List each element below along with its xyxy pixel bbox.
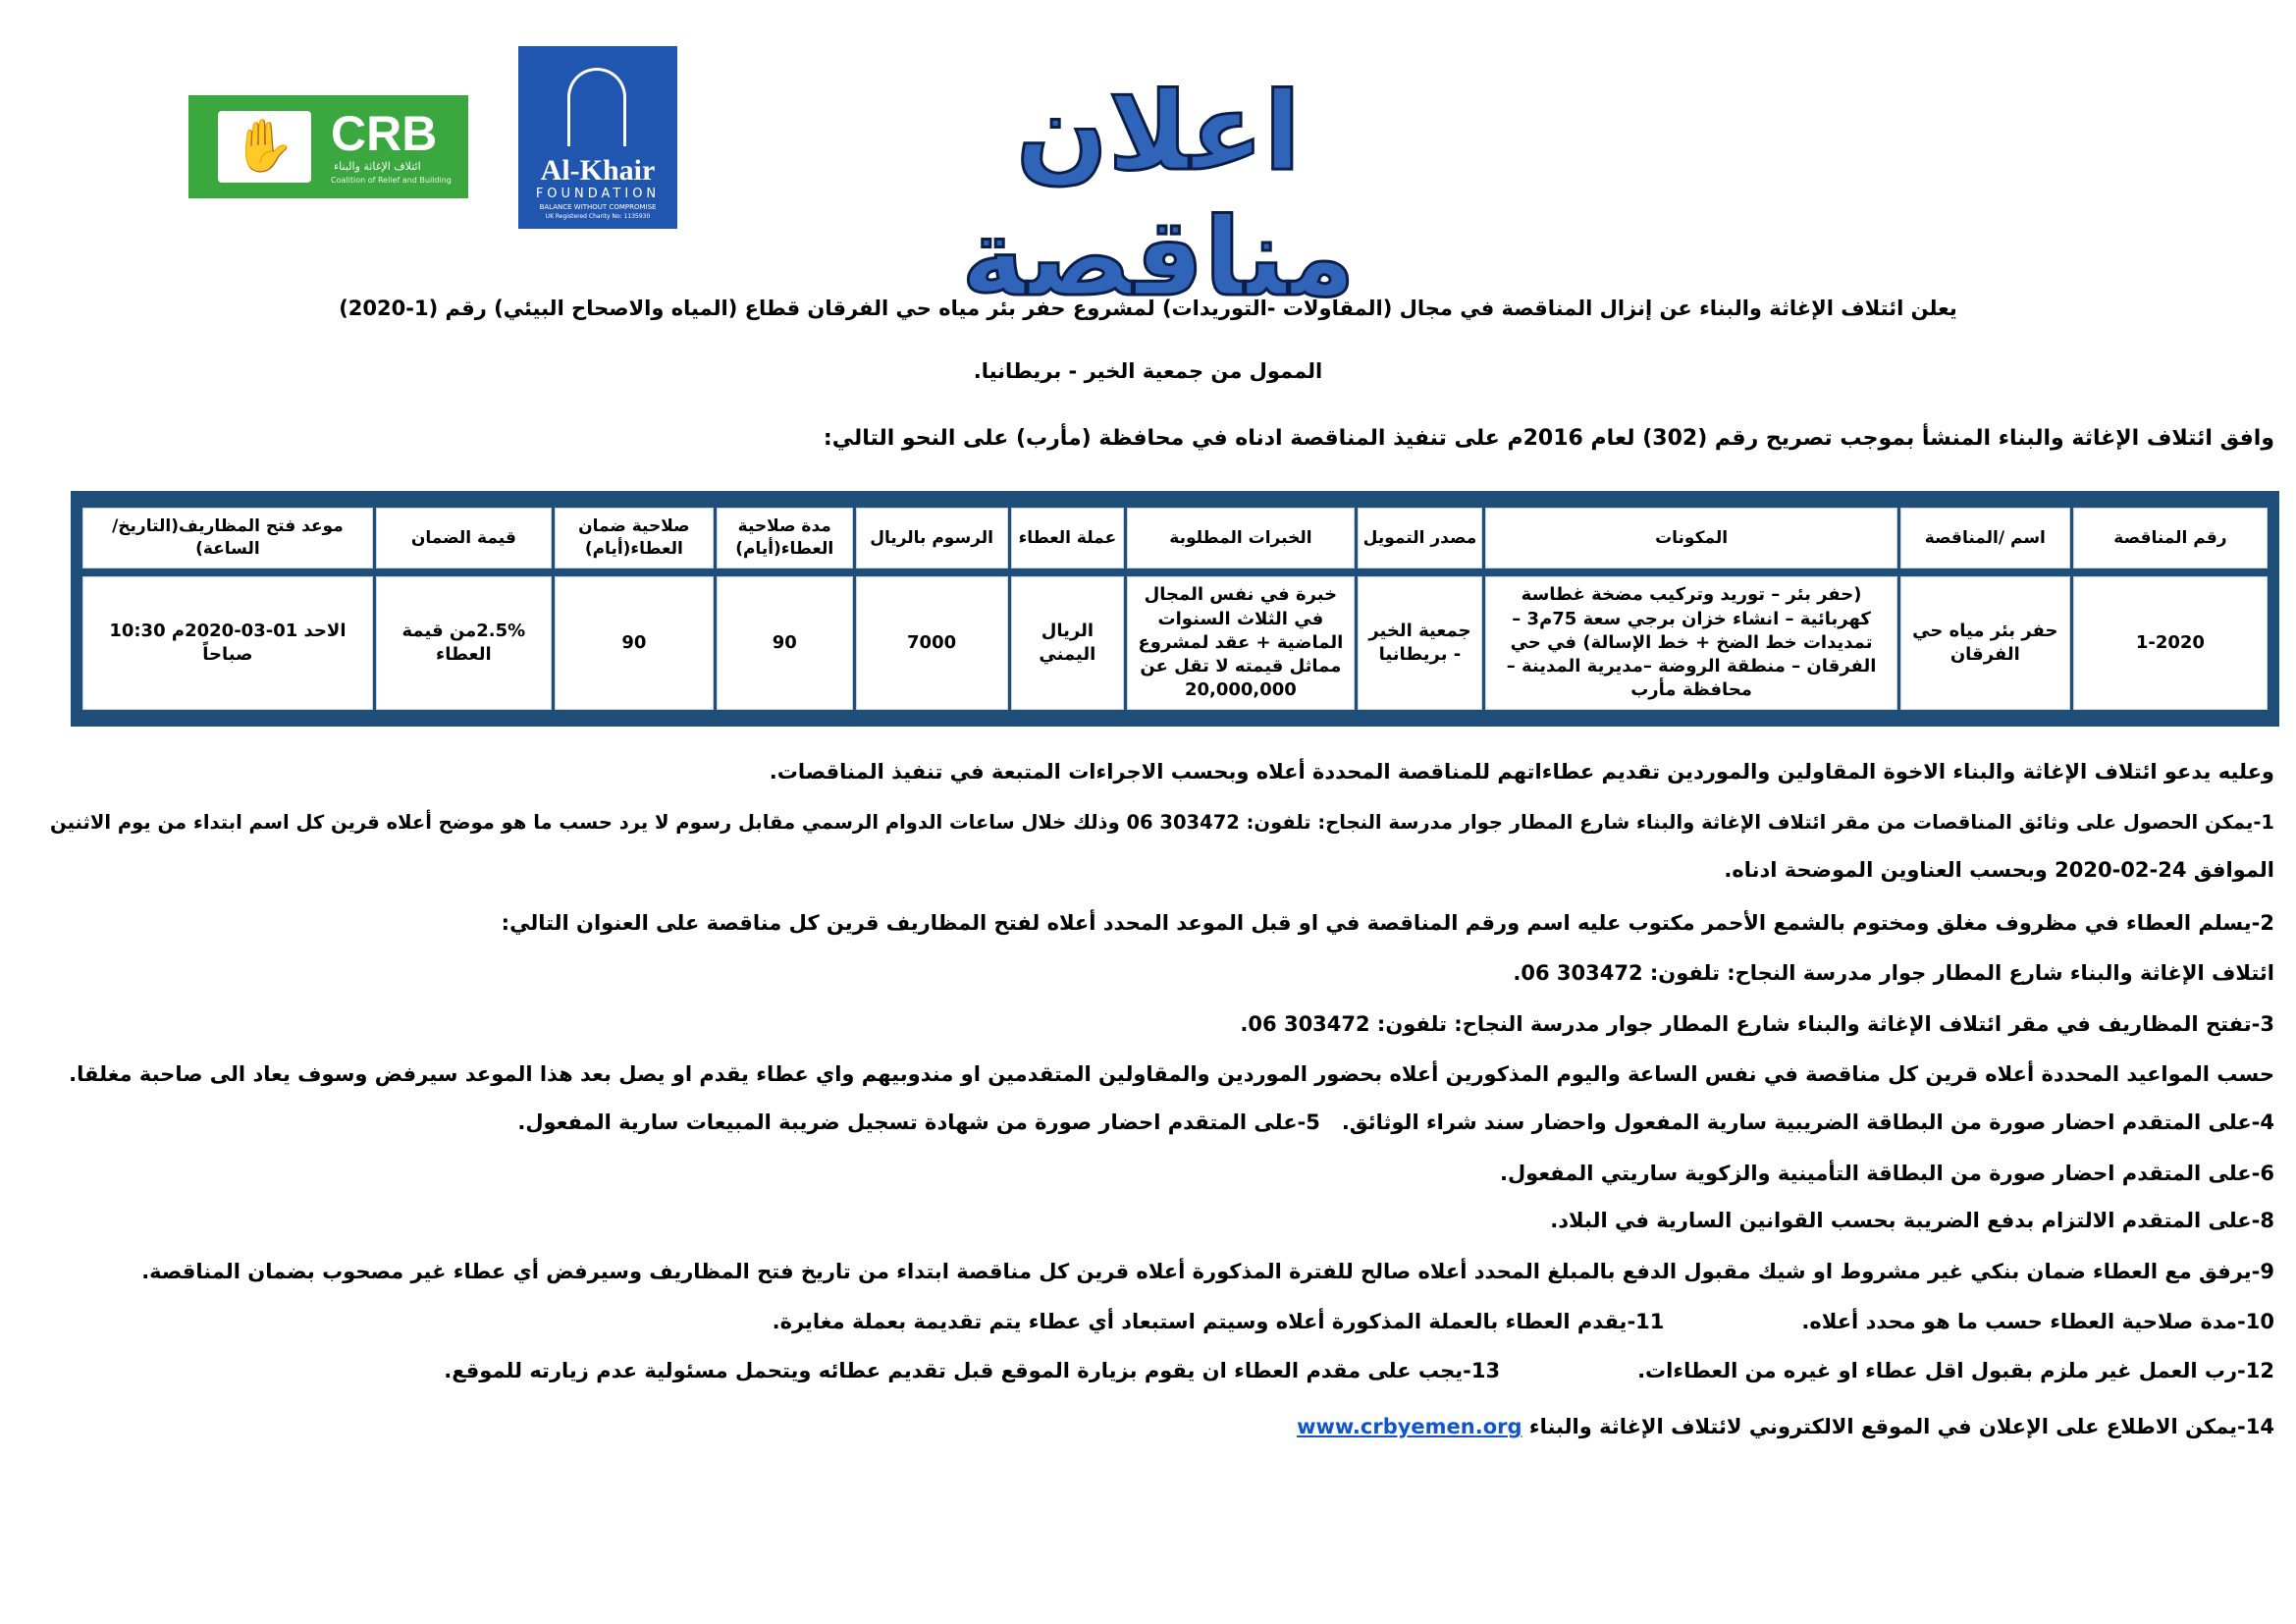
header-cell: اسم /المناقصة [1901,509,2069,568]
paragraph [1297,1415,2274,1438]
table-cell: الاحد 01-03-2020م 10:30 صباحاً [83,577,372,709]
crb-logo [188,95,468,198]
header-cell: الرسوم بالريال [857,509,1007,568]
item-13: 13-يجب على مقدم العطاء ان يقوم بزيارة الموقع قبل تقديم عطائه ويتحمل مسئولية عدم زيارته للموقع. [444,1359,1501,1382]
intro-line-2: الممول من جمعية الخير - بريطانيا. [973,359,1323,383]
alkhair-tagline: BALANCE WITHOUT COMPROMISE [539,203,657,211]
header-cell: مدة صلاحية العطاء(أيام) [718,509,852,568]
item-14: 14-يمكن الاطلاع على الإعلان في الموقع الالكتروني لائتلاف الإغاثة والبناء [1528,1415,2274,1438]
paragraph: وعليه يدعو ائتلاف الإغاثة والبناء الاخوة المقاولين والموردين تقديم عطاءاتهم للمناقصة المحددة أعلاه وبحسب الاجراءات المتبعة في تنفيذ المناقصات. [769,760,2274,784]
table-cell: خبرة في نفس المجال في الثلاث السنوات الماضية + عقد لمشروع مماثل قيمته لا تقل عن 20,000,000 [1128,577,1353,709]
alkhair-logo [518,46,677,229]
paragraph: الموافق 24-02-2020 وبحسب العناوين الموضحة ادناه. [1724,858,2274,882]
website-link[interactable]: www.crbyemen.org [1297,1415,1522,1438]
paragraph: حسب المواعيد المحددة أعلاه قرين كل مناقصة في نفس الساعة واليوم المذكورين أعلاه بحضور الموردين والمقاولين المتقدمين او مندوبيهم واي عطاء يقدم او يصل بعد هذا الموعد سيرفض وسوف يعاد الى صاحبة مغلقا. [69,1062,2274,1086]
alkhair-name: Al-Khair [540,154,656,187]
paragraph [517,1110,2274,1134]
paragraph: 8-على المتقدم الالتزام بدفع الضريبة بحسب القوانين السارية في البلاد. [1550,1209,2274,1232]
item-12: 12-رب العمل غير ملزم بقبول اقل عطاء او غيره من العطاءات. [1637,1359,2274,1382]
header-cell: المكونات [1486,509,1896,568]
table-cell: جمعية الخير - بريطانيا [1359,577,1482,709]
table-cell: حفر بئر مياه حي الفرقان [1901,577,2069,709]
table-cell: 1-2020 [2074,577,2267,709]
paragraph [773,1310,2274,1333]
page-title: اعلان مناقصة [961,69,1356,320]
table-cell: الريال اليمني [1012,577,1124,709]
header-cell: الخبرات المطلوبة [1128,509,1353,568]
table-cell: 90 [556,577,713,709]
table-cell: (حفر بئر – توريد وتركيب مضخة غطاسة كهربائية – انشاء خزان برجي سعة 75م3 – تمديدات خط الضخ + خط الإسالة) في حي الفرقان – منطقة الروضة –مديرية المدينة – محافظة مأرب [1486,577,1896,709]
intro-line-1: يعلن ائتلاف الإغاثة والبناء عن إنزال المناقصة في مجال (المقاولات -التوريدات) لمشروع حفر بئر مياه حي الفرقان قطاع (المياه والاصحاح البيئي) رقم (1-2020) [339,297,1957,320]
header-cell: صلاحية ضمان العطاء(أيام) [556,509,713,568]
header-cell: عملة العطاء [1012,509,1124,568]
item-4: 4-على المتقدم احضار صورة من البطاقة الضريبية سارية المفعول واحضار سند شراء الوثائق. [1341,1110,2274,1134]
crb-logo-arabic: ائتلاف الإغاثة والبناء [334,160,421,173]
paragraph: 6-على المتقدم احضار صورة من البطاقة التأمينية والزكوية ساريتي المفعول. [1499,1162,2274,1185]
paragraph [444,1359,2274,1382]
paragraph: 1-يمكن الحصول على وثائق المناقصات من مقر ائتلاف الإغاثة والبناء شارع المطار جوار مدرسة النجاح: تلفون: 303472 06 وذلك خلال ساعات الدوام الرسمي مقابل رسوم لا يرد حسب ما هو موضح أعلاه قرين كل اسم ابتداء من يوم الاثنين [50,811,2274,834]
item-11: 11-يقدم العطاء بالعملة المذكورة أعلاه وسيتم استبعاد أي عطاء يتم تقديمة بعملة مغايرة. [772,1310,1665,1333]
header-cell: مصدر التمويل [1359,509,1482,568]
paragraph: 2-يسلم العطاء في مظروف مغلق ومختوم بالشمع الأحمر مكتوب عليه اسم ورقم المناقصة في او قبل الموعد المحدد أعلاه لفتح المظاريف قرين كل مناقصة على العنوان التالي: [501,911,2274,935]
table-cell: 90 [718,577,852,709]
hand-icon: ✋ [218,111,311,183]
tender-table [71,491,2279,727]
alkhair-reg: UK Registered Charity No: 1135930 [545,213,651,220]
paragraph: ائتلاف الإغاثة والبناء شارع المطار جوار مدرسة النجاح: تلفون: 303472 06. [1513,961,2274,985]
paragraph: 9-يرفق مع العطاء ضمان بنكي غير مشروط او شيك مقبول الدفع بالمبلغ المحدد أعلاه صالح للفترة المذكورة أعلاه قرين كل مناقصة ابتداء من تاريخ فتح المظاريف وسيرفض أي عطاء غير مصحوب بضمان المناقصة. [141,1260,2274,1283]
crb-logo-name: CRB [331,106,438,161]
alkhair-sub: FOUNDATION [535,187,661,201]
dome-icon [567,68,626,146]
table-cell: 7000 [857,577,1007,709]
header-cell: رقم المناقصة [2074,509,2267,568]
table-header-row [83,509,2267,568]
paragraph: 3-تفتح المظاريف في مقر ائتلاف الإغاثة والبناء شارع المطار جوار مدرسة النجاح: تلفون: 303472 06. [1240,1012,2274,1036]
intro-line-3: وافق ائتلاف الإغاثة والبناء المنشأ بموجب تصريح رقم (302) لعام 2016م على تنفيذ المناقصة ادناه في محافظة (مأرب) على النحو التالي: [823,426,2274,451]
table-row [83,577,2267,709]
crb-logo-english: Coalition of Relief and Building [331,176,452,185]
item-5: 5-على المتقدم احضار صورة من شهادة تسجيل ضريبة المبيعات سارية المفعول. [517,1110,1320,1134]
item-10: 10-مدة صلاحية العطاء حسب ما هو محدد أعلاه. [1801,1310,2274,1333]
header-cell: موعد فتح المظاريف(التاريخ/الساعة) [83,509,372,568]
table-cell: 2.5%من قيمة العطاء [377,577,551,709]
header-cell: قيمة الضمان [377,509,551,568]
